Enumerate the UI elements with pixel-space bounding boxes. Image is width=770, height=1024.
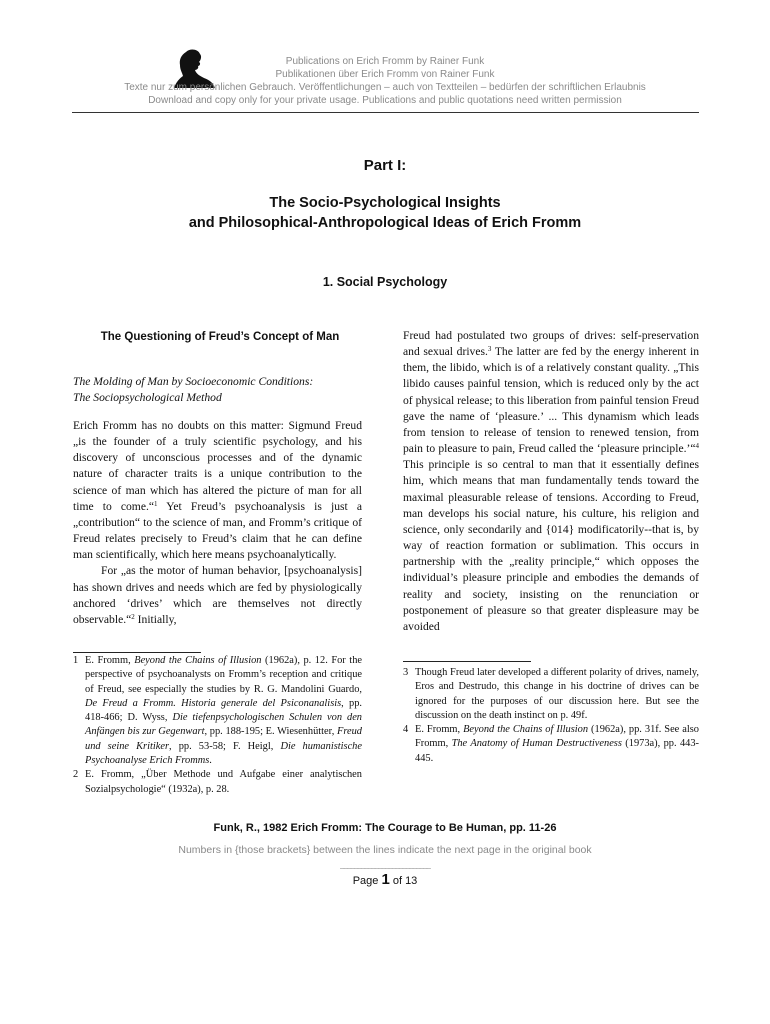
left-column-body [73,418,362,628]
footnote-ref-3: 3 [487,345,492,354]
subsubsection-heading [73,374,367,406]
footnote-4 [403,723,699,766]
left-paragraph-1 [73,418,362,563]
footnote-1-number: 1 [73,655,79,666]
subsubsection-heading-line-2: The Sociopsychological Method [73,391,222,404]
footnote-ref-4: 4 [695,442,699,451]
section-title: 1. Social Psychology [322,275,448,289]
header-line-2: Publikationen über Erich Fromm von Rainer Funk [275,69,495,80]
left-footnote-rule [73,652,201,653]
subsubsection-heading-line-1: The Molding of Man by Socioeconomic Conditions: [73,375,314,388]
footnote-ref-1: 1 [154,499,158,508]
footnote-2-text: E. Fromm, „Über Methode und Aufgabe einer analytischen Sozialpsychologie“ (1932a), p. 28. [85,769,362,795]
header-line-4: Download and copy only for your private usage. Publications and public quotations need written permission [148,95,622,106]
footer-note: Numbers in {those brackets} between the lines indicate the next page in the original book [178,844,592,856]
header-line-3: Texte nur zum persönlichen Gebrauch. Veröffentlichungen – auch von Textteilen – bedürfen der schriftlichen Erlaubnis [124,82,646,93]
right-column-body [403,328,699,635]
footer-citation: Funk, R., 1982 Erich Fromm: The Courage to Be Human, pp. 11-26 [213,822,557,834]
right-footnote-rule [403,661,531,662]
left-footnotes [73,654,362,797]
left-p2-text-b: Initially, [134,612,177,626]
header-line-1: Publications on Erich Fromm by Rainer Funk [285,56,485,67]
footnote-3-number: 3 [403,667,409,678]
right-footnotes [403,666,699,766]
right-p1-text-b: The latter are fed by the energy inherent in them, the libido, which is of a relatively constant quality. „This libido causes painful tension, which is reduced only by the act of physical release; to this liberation from painful tension Freud gave the name of ‘pleasure.’ ... This dynamism which leads from tension to release of tension to renewed tension, from pain to pleasure to pain, Freud called the ‘pleasure principle.’“ [403,345,699,456]
footnote-1-text: E. Fromm, Beyond the Chains of Illusion (1962a), p. 12. For the perspective of psychoanalysts on Fromm’s reception and critique of Freud, see especially the studies by R. G. Mandolini Guardo, De Freud a Fromm. Historia generale del Psiconanalisis, pp. 418-466; D. Wyss, Die tiefenpsychologischen Schulen von den Anfängen bis zur Gegenwart, pp. 188-195; E. Wiesenhütter, Freud und seine Kritiker, pp. 53-58; F. Heigl, Die humanistische Psychoanalyse Erich Fromms. [85,655,363,767]
part-title: Part I: [363,157,407,174]
right-p1-text-c: This principle is so central to man that it essentially defines him, which means that man fundamentally tends toward the maximal pleasurable release of tensions. According to Freud, man develops his social nature, his culture, his religion and science, only secondarily and {014} modificatorily--that is, by way of reaction formation or sublimation. This occurs in partnership with the „reality principle,“ which opposes the individual’s pleasure principle and embodies the demands of reality and society, insisting on the renunciation or postponement of pleasure so that greater displeasure may be avoided [403,458,699,633]
left-p1-text-a: Erich Fromm has no doubts on this matter: Sigmund Freud „is the founder of a truly scientific psychology, and his discovery of unconscious processes and of the dynamic nature of character traits is a unique contribution to the science of man which has altered the picture of man for all time to come.“ [73,419,362,513]
page-prefix: Page [352,875,382,887]
footer-separator: __________________________ [340,860,430,869]
header-rule [72,112,699,113]
page-indicator [0,871,770,888]
left-paragraph-2 [73,563,362,628]
footnote-4-text: E. Fromm, Beyond the Chains of Illusion (1962a), pp. 31f. See also Fromm, The Anatomy of Human Destructiveness (1973a), pp. 443-445. [415,724,699,764]
subsection-heading: The Questioning of Freud’s Concept of Man [100,331,340,343]
footnote-ref-2: 2 [131,612,135,621]
footnote-2-number: 2 [73,769,79,781]
footnote-4-number: 4 [403,724,409,736]
footnote-2 [73,768,362,797]
footnote-1 [73,654,362,768]
main-title-line-2: and Philosophical-Anthropological Ideas of Erich Fromm [188,215,582,231]
right-p1-text-a: Freud had postulated two groups of drives: self-preservation and sexual drives. [403,329,699,359]
left-p2-text-a: For „as the motor of human behavior, [psychoanalysis] has shown drives and needs which are fed by physiologically anchored ‘drives’ which are themselves not directly observable.“ [73,564,362,626]
page-suffix: of 13 [389,875,418,887]
footnote-3-text: Though Freud later developed a different polarity of drives, namely, Eros and Destrudo, this change in his doctrine of drives can be ignored for the purposes of our discussion here. But see the discussion on the death instinct on p. 49f. [415,667,699,721]
right-paragraph-1 [403,328,699,635]
main-title-line-1: The Socio-Psychological Insights [269,195,501,211]
footnote-3 [403,666,699,723]
main-title [0,193,770,233]
page-number: 1 [381,871,390,888]
left-p1-text-b: Yet Freud’s psychoanalysis is just a „contribution“ to the science of man, and Fromm’s critique of Freud relates precisely to Freud’s claim that he can define man scientifically, which here means psychoanalytically. [73,499,362,562]
